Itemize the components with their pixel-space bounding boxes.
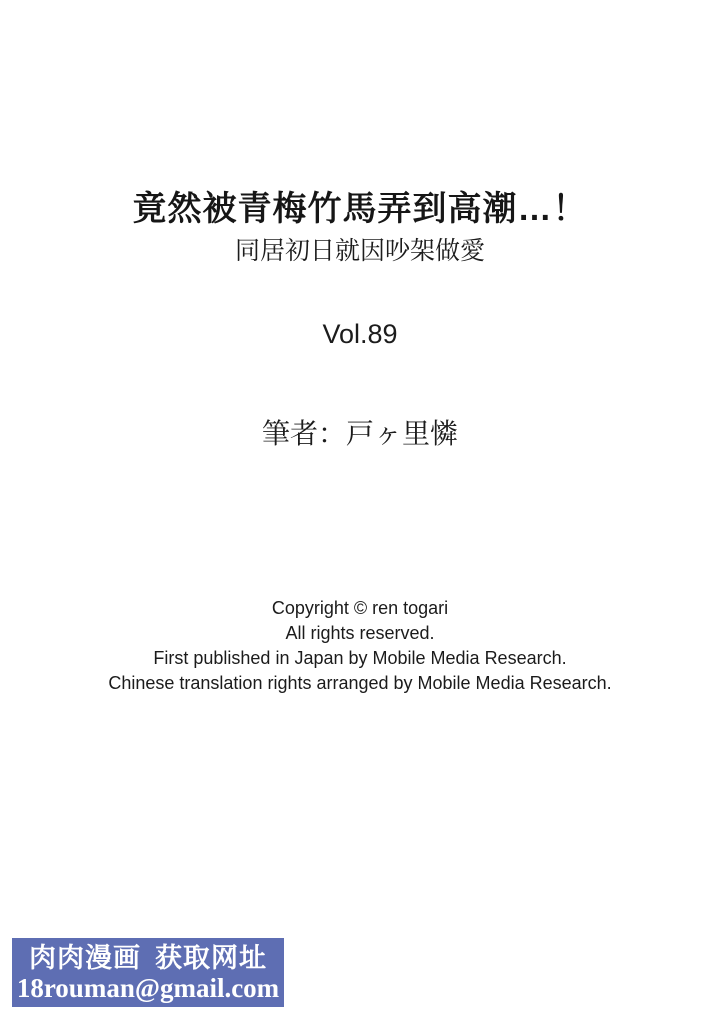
watermark-badge [12,938,284,1007]
copyright-line-rights: All rights reserved. [285,623,435,643]
volume-label: Vol.89 [322,319,398,349]
copyright-line-holder: Copyright © ren togari [271,598,449,618]
watermark-email: 18rouman@gmail.com [16,972,280,1003]
author-line: 筆者：戸ヶ里憐 [261,418,458,449]
watermark-tagline: 获取网址 [155,942,267,973]
copyright-line-translation: Chinese translation rights arranged by Mobile Media Research. [108,673,612,693]
watermark-title-row [29,943,267,973]
series-subtitle: 同居初日就因吵架做愛 [234,237,485,265]
copyright-block [0,596,720,696]
series-title: 竟然被青梅竹馬弄到高潮…！ [132,190,588,228]
watermark-site-name: 肉肉漫画 [29,942,141,973]
copyright-line-publisher: First published in Japan by Mobile Media Research. [153,648,567,668]
